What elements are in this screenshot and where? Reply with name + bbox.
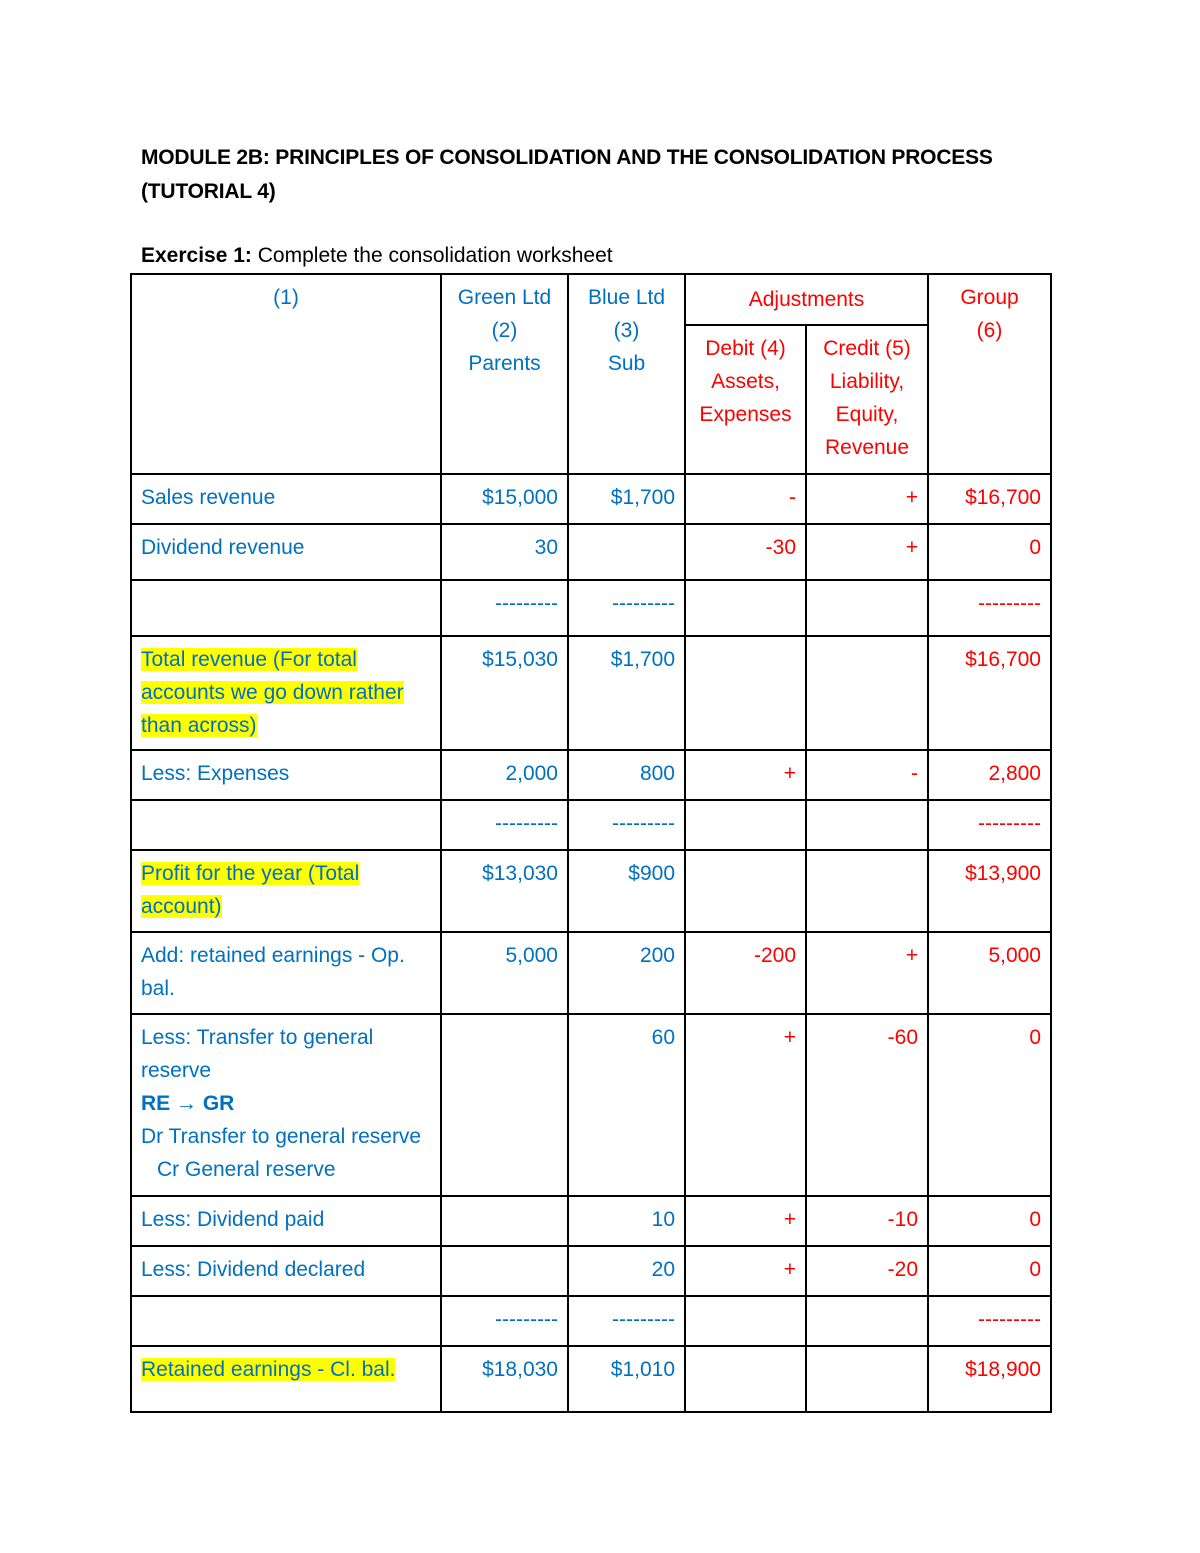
highlighted-label: Retained earnings - Cl. bal. xyxy=(141,1358,396,1381)
cell-group: --------- xyxy=(928,1296,1051,1346)
cell-green: $18,030 xyxy=(441,1346,568,1412)
cell-blue: 60 xyxy=(568,1014,685,1196)
cell-green: 5,000 xyxy=(441,932,568,1014)
cell-group: --------- xyxy=(928,580,1051,636)
row-label xyxy=(131,636,441,750)
exercise-instruction xyxy=(141,241,613,271)
cell-blue: $900 xyxy=(568,850,685,932)
table-row xyxy=(131,524,1051,580)
table-row xyxy=(131,932,1051,1014)
journal-note: RE → GR xyxy=(141,1092,235,1115)
table-row xyxy=(131,580,1051,636)
journal-credit-line: Cr General reserve xyxy=(157,1158,336,1181)
exercise-label: Exercise 1: xyxy=(141,244,252,267)
row-label xyxy=(131,1296,441,1346)
header-green-ltd: Green Ltd (2) Parents xyxy=(441,274,568,474)
header-group: Group (6) xyxy=(928,274,1051,474)
cell-green xyxy=(441,1014,568,1196)
header-credit: Credit (5) Liability, Equity, Revenue xyxy=(806,325,928,475)
page-title: MODULE 2B: PRINCIPLES OF CONSOLIDATION AND THE CONSOLIDATION PROCESS (TUTORIAL 4) xyxy=(141,146,993,203)
table-row xyxy=(131,800,1051,850)
cell-credit xyxy=(806,850,928,932)
cell-blue: 20 xyxy=(568,1246,685,1296)
row-label: Less: Dividend paid xyxy=(131,1196,441,1246)
table-row xyxy=(131,1196,1051,1246)
cell-group: 2,800 xyxy=(928,750,1051,800)
table-row xyxy=(131,1014,1051,1196)
cell-blue: --------- xyxy=(568,580,685,636)
consolidation-worksheet xyxy=(130,273,1052,1413)
row-label xyxy=(131,1014,441,1196)
header-debit: Debit (4) Assets, Expenses xyxy=(685,325,806,475)
table-row xyxy=(131,750,1051,800)
cell-credit: + xyxy=(806,932,928,1014)
cell-debit: + xyxy=(685,1246,806,1296)
row-label: Add: retained earnings - Op. bal. xyxy=(131,932,441,1014)
cell-group: $13,900 xyxy=(928,850,1051,932)
cell-green: --------- xyxy=(441,1296,568,1346)
cell-debit: + xyxy=(685,1014,806,1196)
table-row xyxy=(131,474,1051,524)
row-label xyxy=(131,800,441,850)
table-row xyxy=(131,636,1051,750)
cell-debit xyxy=(685,580,806,636)
cell-debit xyxy=(685,850,806,932)
row-label: Sales revenue xyxy=(131,474,441,524)
highlighted-label: accounts we go down rather xyxy=(141,681,404,704)
highlighted-label: account) xyxy=(141,895,222,918)
cell-blue: --------- xyxy=(568,800,685,850)
cell-green: 2,000 xyxy=(441,750,568,800)
cell-debit: -30 xyxy=(685,524,806,580)
cell-green xyxy=(441,1196,568,1246)
cell-group: $16,700 xyxy=(928,636,1051,750)
cell-blue: 800 xyxy=(568,750,685,800)
cell-green: $13,030 xyxy=(441,850,568,932)
cell-credit xyxy=(806,1346,928,1412)
row-label: Less: Expenses xyxy=(131,750,441,800)
table-row xyxy=(131,1296,1051,1346)
cell-green: $15,030 xyxy=(441,636,568,750)
cell-credit: + xyxy=(806,524,928,580)
row-label: Dividend revenue xyxy=(131,524,441,580)
cell-blue: --------- xyxy=(568,1296,685,1346)
cell-blue: $1,700 xyxy=(568,636,685,750)
row-label xyxy=(131,850,441,932)
row-label xyxy=(131,580,441,636)
cell-blue: $1,700 xyxy=(568,474,685,524)
exercise-text: Complete the consolidation worksheet xyxy=(251,244,613,267)
row-label xyxy=(131,1346,441,1412)
cell-green: 30 xyxy=(441,524,568,580)
cell-group: 0 xyxy=(928,1246,1051,1296)
cell-group: --------- xyxy=(928,800,1051,850)
cell-credit: -20 xyxy=(806,1246,928,1296)
cell-blue: 200 xyxy=(568,932,685,1014)
header-adjustments: Adjustments xyxy=(685,274,928,325)
cell-debit xyxy=(685,1346,806,1412)
cell-group: $18,900 xyxy=(928,1346,1051,1412)
cell-green: --------- xyxy=(441,800,568,850)
cell-credit xyxy=(806,1296,928,1346)
cell-credit: + xyxy=(806,474,928,524)
cell-blue xyxy=(568,524,685,580)
row-label: Less: Dividend declared xyxy=(131,1246,441,1296)
header-col1: (1) xyxy=(131,274,441,474)
cell-debit xyxy=(685,1296,806,1346)
cell-group: 0 xyxy=(928,524,1051,580)
cell-group: 0 xyxy=(928,1014,1051,1196)
cell-credit xyxy=(806,636,928,750)
cell-green xyxy=(441,1246,568,1296)
cell-debit: + xyxy=(685,1196,806,1246)
table-row xyxy=(131,1246,1051,1296)
cell-debit: -200 xyxy=(685,932,806,1014)
journal-debit-line: Dr Transfer to general reserve xyxy=(141,1125,422,1148)
cell-debit xyxy=(685,800,806,850)
cell-credit: -10 xyxy=(806,1196,928,1246)
cell-credit: -60 xyxy=(806,1014,928,1196)
cell-blue: 10 xyxy=(568,1196,685,1246)
cell-debit: + xyxy=(685,750,806,800)
cell-green: $15,000 xyxy=(441,474,568,524)
cell-green: --------- xyxy=(441,580,568,636)
header-blue-ltd: Blue Ltd (3) Sub xyxy=(568,274,685,474)
cell-credit: - xyxy=(806,750,928,800)
cell-group: 0 xyxy=(928,1196,1051,1246)
cell-debit: - xyxy=(685,474,806,524)
cell-group: 5,000 xyxy=(928,932,1051,1014)
table-row xyxy=(131,850,1051,932)
highlighted-label: than across) xyxy=(141,714,257,737)
row-label-text: Less: Transfer to general reserve xyxy=(141,1026,374,1082)
cell-credit xyxy=(806,580,928,636)
cell-group: $16,700 xyxy=(928,474,1051,524)
cell-debit xyxy=(685,636,806,750)
table-row xyxy=(131,1346,1051,1412)
cell-blue: $1,010 xyxy=(568,1346,685,1412)
highlighted-label: Total revenue (For total xyxy=(141,648,357,671)
highlighted-label: Profit for the year (Total xyxy=(141,862,360,885)
cell-credit xyxy=(806,800,928,850)
